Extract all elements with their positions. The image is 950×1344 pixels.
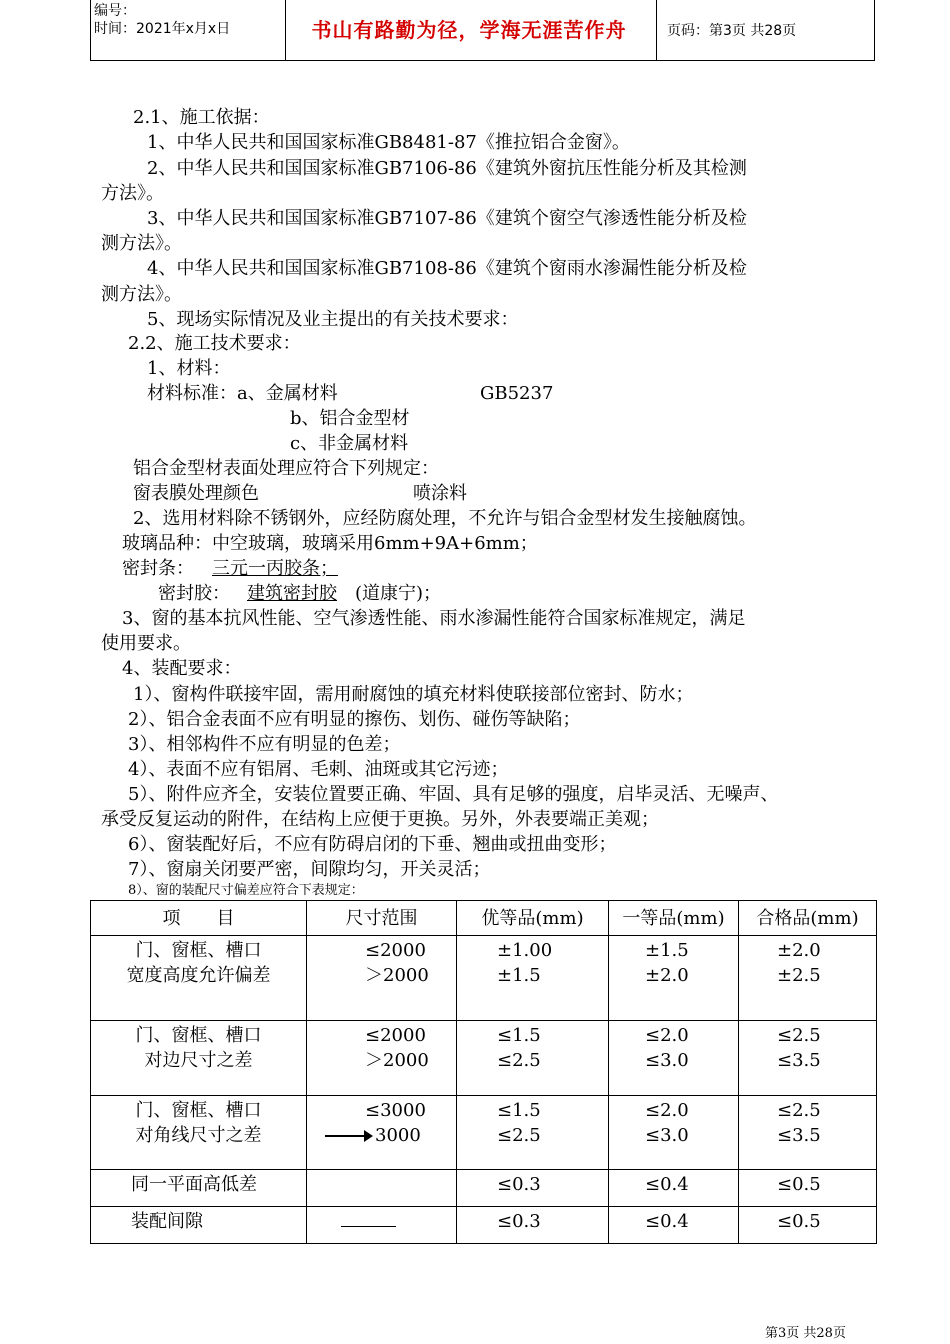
table-cell-item: 门、窗框、槽口 对角线尺寸之差: [91, 1096, 307, 1170]
assembly-req-4: 4）、表面不应有铝屑、毛刺、油斑或其它污迹；: [128, 759, 509, 780]
seal-strip-label: 密封条：: [122, 558, 194, 579]
basis-item-4-cont: 测方法》。: [101, 284, 182, 305]
table-header-range: 尺寸范围: [307, 901, 457, 936]
blank-line: [341, 1212, 396, 1227]
materials-title: 1、材料：: [147, 358, 231, 379]
table-header-excellent: 优等品(mm): [457, 901, 609, 936]
assembly-tolerance-table: [90, 900, 877, 1244]
table-row: [91, 1096, 877, 1170]
basis-item-2-cont: 方法》。: [101, 183, 164, 204]
table-cell-item: 门、窗框、槽口 宽度高度允许偏差: [91, 936, 307, 1021]
table-cell-first-class: ≤2.0 ≤3.0: [609, 1096, 739, 1170]
assembly-req-1: 1）、窗构件联接牢固，需用耐腐蚀的填充材料使联接部位密封、防水；: [133, 684, 694, 705]
table-row: [91, 1170, 877, 1207]
assembly-req-5: 5）、附件应齐全，安装位置要正确、牢固、具有足够的强度，启毕灵活、无噪声、: [128, 784, 779, 805]
table-cell-excellent: ≤1.5 ≤2.5: [457, 1096, 609, 1170]
basis-item-5: 5、现场实际情况及业主提出的有关技术要求：: [147, 309, 519, 330]
anticorrosion-note: 2、选用材料除不锈钢外，应经防腐处理，不允许与铝合金型材发生接触腐蚀。: [133, 508, 757, 529]
arrow-right-icon: [325, 1135, 371, 1137]
performance-note-cont: 使用要求。: [101, 633, 191, 654]
table-header-first-class: 一等品(mm): [609, 901, 739, 936]
basis-item-3: 3、中华人民共和国国家标准GB7107-86《建筑个窗空气渗透性能分析及检: [147, 208, 747, 229]
glass-type: 玻璃品种：中空玻璃，玻璃采用6mm+9A+6mm；: [122, 533, 538, 554]
table-cell-range: ≤2000 ＞2000: [307, 936, 457, 1021]
header-divider-2: [656, 0, 657, 60]
table-row: [91, 1207, 877, 1244]
table-cell-item: 装配间隙: [91, 1207, 307, 1244]
table-cell-first-class: ±1.5 ±2.0: [609, 936, 739, 1021]
table-cell-first-class: ≤0.4: [609, 1207, 739, 1244]
seal-strip-value: 三元一丙胶条；: [212, 558, 338, 579]
table-cell-qualified: ≤2.5 ≤3.5: [739, 1021, 877, 1096]
material-standard-a: 材料标准：a、金属材料: [147, 383, 338, 404]
section-2-2-title: 2.2、施工技术要求：: [128, 333, 301, 354]
table-cell-qualified: ≤2.5 ≤3.5: [739, 1096, 877, 1170]
table-cell-qualified: ±2.0 ±2.5: [739, 936, 877, 1021]
header-time-label: 时间：2021年x月x日: [94, 21, 231, 37]
assembly-req-3: 3）、相邻构件不应有明显的色差；: [128, 734, 401, 755]
section-2-1-title: 2.1、施工依据：: [133, 107, 270, 128]
table-cell-range: ≤3000 3000: [307, 1096, 457, 1170]
header-page-label: 页码：第3页 共28页: [667, 23, 797, 39]
table-header-row: [91, 901, 877, 936]
basis-item-3-cont: 测方法》。: [101, 233, 182, 254]
header-motto: 书山有路勤为径，学海无涯苦作舟: [311, 18, 627, 42]
table-cell-range: [307, 1170, 457, 1207]
sealant-value: 建筑密封胶: [247, 583, 337, 604]
assembly-req-6: 6）、窗装配好后，不应有防碍启闭的下垂、翘曲或扭曲变形；: [128, 834, 617, 855]
performance-note: 3、窗的基本抗风性能、空气渗透性能、雨水渗漏性能符合国家标准规定，满足: [122, 608, 746, 629]
material-standard-code: GB5237: [480, 383, 554, 404]
table-row: [91, 936, 877, 1021]
table-header-item: 项 目: [91, 901, 307, 936]
table-cell-excellent: ≤0.3: [457, 1207, 609, 1244]
basis-item-1: 1、中华人民共和国国家标准GB8481-87《推拉铝合金窗》。: [147, 132, 630, 153]
basis-item-4: 4、中华人民共和国国家标准GB7108-86《建筑个窗雨水渗漏性能分析及检: [147, 258, 747, 279]
film-color-value: 喷涂料: [413, 483, 467, 504]
assembly-req-5-cont: 承受反复运动的附件，在结构上应便于更换。另外，外表要端正美观；: [101, 809, 659, 830]
page-footer: 第3页 共28页: [765, 1326, 846, 1341]
page-header: [90, 0, 875, 61]
header-border-left: [90, 0, 91, 60]
assembly-req-8: 8）、窗的装配尺寸偏差应符合下表规定：: [128, 883, 364, 898]
table-cell-first-class: ≤2.0 ≤3.0: [609, 1021, 739, 1096]
header-divider-1: [285, 0, 286, 60]
table-cell-excellent: ±1.00 ±1.5: [457, 936, 609, 1021]
table-header-qualified: 合格品(mm): [739, 901, 877, 936]
basis-item-2: 2、中华人民共和国国家标准GB7106-86《建筑外窗抗压性能分析及其检测: [147, 158, 747, 179]
assembly-req-2: 2）、铝合金表面不应有明显的擦伤、划伤、碰伤等缺陷；: [128, 709, 581, 730]
sealant-label: 密封胶：: [158, 583, 230, 604]
table-cell-qualified: ≤0.5: [739, 1207, 877, 1244]
table-row: [91, 1021, 877, 1096]
header-border-right: [874, 0, 875, 60]
table-cell-item: 同一平面高低差: [91, 1170, 307, 1207]
table-cell-first-class: ≤0.4: [609, 1170, 739, 1207]
surface-treatment-rule: 铝合金型材表面处理应符合下列规定：: [133, 458, 439, 479]
material-standard-c: c、非金属材料: [290, 433, 409, 454]
table-cell-excellent: ≤1.5 ≤2.5: [457, 1021, 609, 1096]
material-standard-b: b、铝合金型材: [290, 408, 410, 429]
table-cell-item: 门、窗框、槽口 对边尺寸之差: [91, 1021, 307, 1096]
assembly-title: 4、装配要求：: [122, 658, 242, 679]
film-color-label: 窗表膜处理颜色: [133, 483, 259, 504]
assembly-req-7: 7）、窗扇关闭要严密，间隙均匀，开关灵活；: [128, 859, 491, 880]
header-number-label: 编号：: [94, 3, 136, 19]
sealant-brand: (道康宁)；: [355, 583, 442, 604]
table-cell-qualified: ≤0.5: [739, 1170, 877, 1207]
table-cell-range: [307, 1207, 457, 1244]
table-cell-range: ≤2000 ＞2000: [307, 1021, 457, 1096]
table-cell-excellent: ≤0.3: [457, 1170, 609, 1207]
